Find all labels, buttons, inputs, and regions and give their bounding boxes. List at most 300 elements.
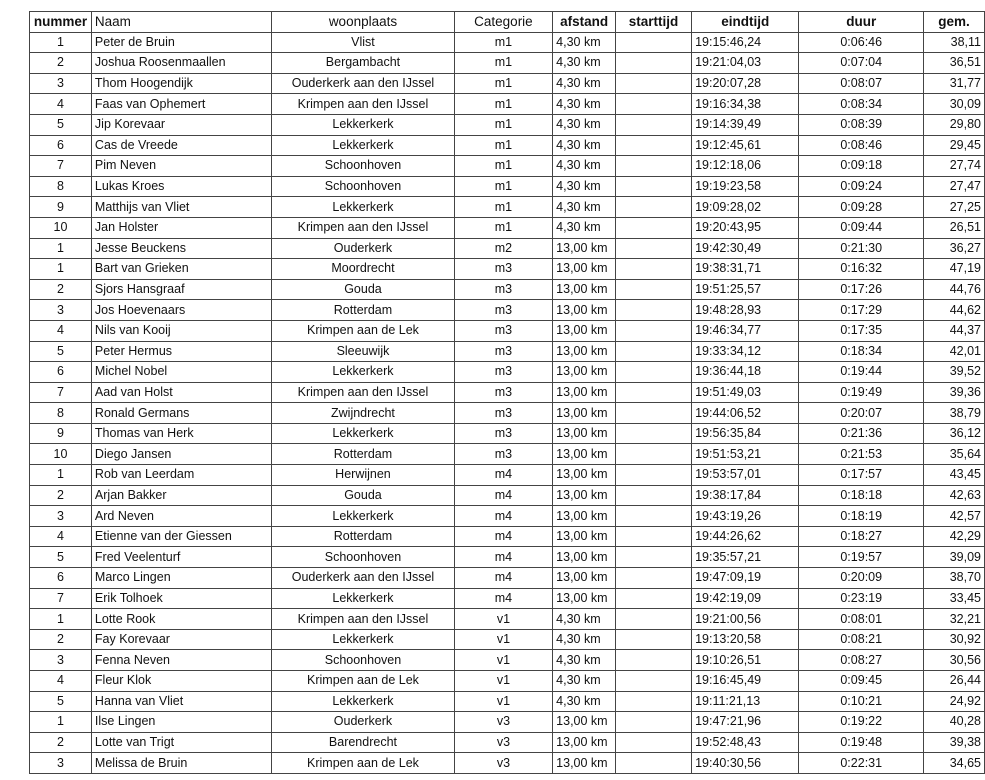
- cell-duur: 0:19:57: [799, 547, 924, 568]
- cell-naam: Aad van Holst: [91, 382, 271, 403]
- cell-woonplaats: Vlist: [272, 32, 454, 53]
- cell-nummer: 3: [30, 753, 92, 774]
- cell-categorie: v3: [454, 712, 552, 733]
- cell-naam: Michel Nobel: [91, 362, 271, 383]
- cell-naam: Bart van Grieken: [91, 259, 271, 280]
- col-header-duur: duur: [799, 12, 924, 33]
- cell-duur: 0:09:18: [799, 156, 924, 177]
- table-row: [30, 403, 985, 424]
- cell-starttijd: [615, 32, 691, 53]
- cell-woonplaats: Lekkerkerk: [272, 362, 454, 383]
- table-row: [30, 732, 985, 753]
- cell-gem: 26,44: [923, 671, 984, 692]
- cell-eindtijd: 19:52:48,43: [692, 732, 799, 753]
- cell-afstand: 13,00 km: [553, 279, 616, 300]
- table-row: [30, 53, 985, 74]
- header-row: [30, 12, 985, 33]
- cell-eindtijd: 19:12:18,06: [692, 156, 799, 177]
- cell-naam: Jos Hoevenaars: [91, 300, 271, 321]
- cell-naam: Nils van Kooij: [91, 320, 271, 341]
- cell-categorie: m1: [454, 94, 552, 115]
- cell-nummer: 9: [30, 423, 92, 444]
- cell-starttijd: [615, 444, 691, 465]
- cell-afstand: 4,30 km: [553, 73, 616, 94]
- cell-gem: 38,79: [923, 403, 984, 424]
- cell-afstand: 13,00 km: [553, 300, 616, 321]
- cell-naam: Ard Neven: [91, 506, 271, 527]
- cell-eindtijd: 19:47:09,19: [692, 568, 799, 589]
- cell-nummer: 10: [30, 217, 92, 238]
- cell-nummer: 6: [30, 135, 92, 156]
- cell-starttijd: [615, 732, 691, 753]
- cell-naam: Thom Hoogendijk: [91, 73, 271, 94]
- cell-afstand: 13,00 km: [553, 485, 616, 506]
- cell-categorie: m1: [454, 176, 552, 197]
- cell-duur: 0:19:49: [799, 382, 924, 403]
- cell-gem: 36,12: [923, 423, 984, 444]
- cell-naam: Marco Lingen: [91, 568, 271, 589]
- cell-nummer: 8: [30, 403, 92, 424]
- cell-eindtijd: 19:20:43,95: [692, 217, 799, 238]
- cell-gem: 38,70: [923, 568, 984, 589]
- cell-nummer: 10: [30, 444, 92, 465]
- cell-categorie: m4: [454, 506, 552, 527]
- cell-woonplaats: Krimpen aan den IJssel: [272, 217, 454, 238]
- cell-gem: 34,65: [923, 753, 984, 774]
- cell-categorie: v1: [454, 650, 552, 671]
- cell-naam: Matthijs van Vliet: [91, 197, 271, 218]
- cell-woonplaats: Lekkerkerk: [272, 629, 454, 650]
- cell-duur: 0:18:18: [799, 485, 924, 506]
- cell-afstand: 4,30 km: [553, 114, 616, 135]
- cell-nummer: 8: [30, 176, 92, 197]
- cell-afstand: 4,30 km: [553, 197, 616, 218]
- cell-duur: 0:19:48: [799, 732, 924, 753]
- cell-afstand: 13,00 km: [553, 568, 616, 589]
- cell-afstand: 13,00 km: [553, 259, 616, 280]
- cell-afstand: 13,00 km: [553, 444, 616, 465]
- cell-eindtijd: 19:48:28,93: [692, 300, 799, 321]
- cell-eindtijd: 19:14:39,49: [692, 114, 799, 135]
- cell-starttijd: [615, 506, 691, 527]
- cell-eindtijd: 19:15:46,24: [692, 32, 799, 53]
- cell-duur: 0:07:04: [799, 53, 924, 74]
- cell-woonplaats: Barendrecht: [272, 732, 454, 753]
- cell-afstand: 4,30 km: [553, 650, 616, 671]
- table-row: [30, 753, 985, 774]
- cell-eindtijd: 19:12:45,61: [692, 135, 799, 156]
- cell-nummer: 4: [30, 94, 92, 115]
- table-row: [30, 526, 985, 547]
- cell-categorie: m4: [454, 526, 552, 547]
- cell-starttijd: [615, 423, 691, 444]
- cell-starttijd: [615, 197, 691, 218]
- cell-woonplaats: Schoonhoven: [272, 650, 454, 671]
- cell-categorie: v1: [454, 609, 552, 630]
- cell-woonplaats: Lekkerkerk: [272, 114, 454, 135]
- table-row: [30, 341, 985, 362]
- cell-starttijd: [615, 176, 691, 197]
- cell-naam: Fay Korevaar: [91, 629, 271, 650]
- cell-afstand: 13,00 km: [553, 238, 616, 259]
- cell-categorie: v1: [454, 671, 552, 692]
- cell-duur: 0:18:27: [799, 526, 924, 547]
- cell-woonplaats: Rotterdam: [272, 526, 454, 547]
- cell-nummer: 6: [30, 568, 92, 589]
- cell-gem: 35,64: [923, 444, 984, 465]
- cell-starttijd: [615, 362, 691, 383]
- cell-duur: 0:18:34: [799, 341, 924, 362]
- cell-duur: 0:18:19: [799, 506, 924, 527]
- cell-woonplaats: Schoonhoven: [272, 176, 454, 197]
- cell-duur: 0:22:31: [799, 753, 924, 774]
- cell-woonplaats: Ouderkerk aan den IJssel: [272, 568, 454, 589]
- cell-nummer: 3: [30, 650, 92, 671]
- cell-starttijd: [615, 94, 691, 115]
- cell-nummer: 1: [30, 32, 92, 53]
- cell-woonplaats: Rotterdam: [272, 300, 454, 321]
- cell-nummer: 3: [30, 506, 92, 527]
- cell-duur: 0:21:36: [799, 423, 924, 444]
- cell-starttijd: [615, 341, 691, 362]
- cell-nummer: 1: [30, 238, 92, 259]
- table-row: [30, 279, 985, 300]
- cell-gem: 27,74: [923, 156, 984, 177]
- cell-nummer: 1: [30, 712, 92, 733]
- table-row: [30, 32, 985, 53]
- cell-naam: Rob van Leerdam: [91, 465, 271, 486]
- cell-afstand: 4,30 km: [553, 629, 616, 650]
- cell-starttijd: [615, 753, 691, 774]
- cell-gem: 39,36: [923, 382, 984, 403]
- cell-eindtijd: 19:38:31,71: [692, 259, 799, 280]
- cell-gem: 26,51: [923, 217, 984, 238]
- cell-gem: 42,57: [923, 506, 984, 527]
- cell-nummer: 2: [30, 485, 92, 506]
- cell-categorie: m4: [454, 465, 552, 486]
- cell-eindtijd: 19:56:35,84: [692, 423, 799, 444]
- cell-categorie: m3: [454, 403, 552, 424]
- cell-gem: 33,45: [923, 588, 984, 609]
- cell-woonplaats: Ouderkerk aan den IJssel: [272, 73, 454, 94]
- table-row: [30, 114, 985, 135]
- cell-categorie: v1: [454, 691, 552, 712]
- cell-duur: 0:23:19: [799, 588, 924, 609]
- cell-naam: Ronald Germans: [91, 403, 271, 424]
- cell-starttijd: [615, 259, 691, 280]
- cell-afstand: 4,30 km: [553, 32, 616, 53]
- cell-duur: 0:21:53: [799, 444, 924, 465]
- cell-eindtijd: 19:16:34,38: [692, 94, 799, 115]
- cell-nummer: 3: [30, 300, 92, 321]
- cell-gem: 40,28: [923, 712, 984, 733]
- cell-starttijd: [615, 156, 691, 177]
- cell-eindtijd: 19:42:30,49: [692, 238, 799, 259]
- cell-woonplaats: Lekkerkerk: [272, 588, 454, 609]
- cell-naam: Fred Veelenturf: [91, 547, 271, 568]
- cell-woonplaats: Sleeuwijk: [272, 341, 454, 362]
- cell-eindtijd: 19:13:20,58: [692, 629, 799, 650]
- table-header: [30, 12, 985, 33]
- cell-starttijd: [615, 135, 691, 156]
- cell-categorie: m4: [454, 588, 552, 609]
- cell-afstand: 4,30 km: [553, 691, 616, 712]
- cell-nummer: 1: [30, 609, 92, 630]
- cell-afstand: 13,00 km: [553, 320, 616, 341]
- cell-eindtijd: 19:40:30,56: [692, 753, 799, 774]
- cell-eindtijd: 19:47:21,96: [692, 712, 799, 733]
- cell-naam: Thomas van Herk: [91, 423, 271, 444]
- cell-eindtijd: 19:53:57,01: [692, 465, 799, 486]
- cell-naam: Peter de Bruin: [91, 32, 271, 53]
- cell-naam: Jip Korevaar: [91, 114, 271, 135]
- table-row: [30, 300, 985, 321]
- cell-categorie: v3: [454, 753, 552, 774]
- table-row: [30, 712, 985, 733]
- cell-afstand: 4,30 km: [553, 609, 616, 630]
- cell-afstand: 13,00 km: [553, 732, 616, 753]
- cell-afstand: 4,30 km: [553, 53, 616, 74]
- cell-eindtijd: 19:21:04,03: [692, 53, 799, 74]
- cell-woonplaats: Schoonhoven: [272, 156, 454, 177]
- cell-eindtijd: 19:46:34,77: [692, 320, 799, 341]
- cell-nummer: 3: [30, 73, 92, 94]
- cell-naam: Etienne van der Giessen: [91, 526, 271, 547]
- col-header-afstand: afstand: [553, 12, 616, 33]
- cell-categorie: m3: [454, 444, 552, 465]
- cell-eindtijd: 19:51:53,21: [692, 444, 799, 465]
- col-header-naam: Naam: [91, 12, 271, 33]
- cell-duur: 0:09:28: [799, 197, 924, 218]
- table-row: [30, 465, 985, 486]
- cell-nummer: 4: [30, 526, 92, 547]
- cell-eindtijd: 19:44:06,52: [692, 403, 799, 424]
- cell-eindtijd: 19:51:49,03: [692, 382, 799, 403]
- table-row: [30, 197, 985, 218]
- cell-nummer: 4: [30, 320, 92, 341]
- cell-nummer: 5: [30, 547, 92, 568]
- cell-nummer: 5: [30, 341, 92, 362]
- cell-eindtijd: 19:33:34,12: [692, 341, 799, 362]
- cell-categorie: m3: [454, 341, 552, 362]
- cell-starttijd: [615, 114, 691, 135]
- cell-categorie: m1: [454, 156, 552, 177]
- cell-gem: 27,25: [923, 197, 984, 218]
- cell-starttijd: [615, 526, 691, 547]
- cell-categorie: m3: [454, 259, 552, 280]
- col-header-categorie: Categorie: [454, 12, 552, 33]
- cell-starttijd: [615, 671, 691, 692]
- cell-gem: 27,47: [923, 176, 984, 197]
- cell-afstand: 13,00 km: [553, 588, 616, 609]
- table-row: [30, 73, 985, 94]
- cell-starttijd: [615, 588, 691, 609]
- cell-starttijd: [615, 547, 691, 568]
- cell-duur: 0:09:44: [799, 217, 924, 238]
- cell-gem: 38,11: [923, 32, 984, 53]
- cell-afstand: 4,30 km: [553, 671, 616, 692]
- cell-duur: 0:17:35: [799, 320, 924, 341]
- cell-gem: 47,19: [923, 259, 984, 280]
- cell-afstand: 13,00 km: [553, 753, 616, 774]
- cell-naam: Diego Jansen: [91, 444, 271, 465]
- table-row: [30, 259, 985, 280]
- cell-gem: 31,77: [923, 73, 984, 94]
- cell-afstand: 4,30 km: [553, 176, 616, 197]
- table-row: [30, 691, 985, 712]
- cell-categorie: m1: [454, 135, 552, 156]
- cell-afstand: 13,00 km: [553, 423, 616, 444]
- cell-duur: 0:08:21: [799, 629, 924, 650]
- cell-eindtijd: 19:09:28,02: [692, 197, 799, 218]
- cell-starttijd: [615, 382, 691, 403]
- cell-naam: Lotte Rook: [91, 609, 271, 630]
- cell-duur: 0:08:46: [799, 135, 924, 156]
- cell-woonplaats: Zwijndrecht: [272, 403, 454, 424]
- col-header-eindtijd: eindtijd: [692, 12, 799, 33]
- cell-eindtijd: 19:36:44,18: [692, 362, 799, 383]
- cell-nummer: 1: [30, 465, 92, 486]
- cell-categorie: v3: [454, 732, 552, 753]
- cell-eindtijd: 19:42:19,09: [692, 588, 799, 609]
- cell-categorie: m1: [454, 73, 552, 94]
- cell-naam: Lukas Kroes: [91, 176, 271, 197]
- cell-gem: 42,29: [923, 526, 984, 547]
- cell-duur: 0:21:30: [799, 238, 924, 259]
- cell-gem: 39,52: [923, 362, 984, 383]
- cell-categorie: m3: [454, 362, 552, 383]
- cell-naam: Lotte van Trigt: [91, 732, 271, 753]
- cell-eindtijd: 19:16:45,49: [692, 671, 799, 692]
- cell-starttijd: [615, 217, 691, 238]
- cell-nummer: 2: [30, 53, 92, 74]
- cell-afstand: 13,00 km: [553, 465, 616, 486]
- cell-categorie: m1: [454, 32, 552, 53]
- cell-naam: Pim Neven: [91, 156, 271, 177]
- table-row: [30, 176, 985, 197]
- table-row: [30, 506, 985, 527]
- table-row: [30, 217, 985, 238]
- cell-afstand: 13,00 km: [553, 506, 616, 527]
- cell-naam: Peter Hermus: [91, 341, 271, 362]
- cell-starttijd: [615, 320, 691, 341]
- cell-starttijd: [615, 609, 691, 630]
- cell-eindtijd: 19:19:23,58: [692, 176, 799, 197]
- cell-woonplaats: Moordrecht: [272, 259, 454, 280]
- cell-gem: 30,92: [923, 629, 984, 650]
- cell-gem: 44,76: [923, 279, 984, 300]
- cell-woonplaats: Bergambacht: [272, 53, 454, 74]
- cell-duur: 0:08:07: [799, 73, 924, 94]
- cell-woonplaats: Krimpen aan den IJssel: [272, 94, 454, 115]
- cell-duur: 0:09:45: [799, 671, 924, 692]
- cell-starttijd: [615, 712, 691, 733]
- cell-starttijd: [615, 485, 691, 506]
- table-row: [30, 629, 985, 650]
- cell-afstand: 4,30 km: [553, 156, 616, 177]
- cell-categorie: m1: [454, 53, 552, 74]
- cell-duur: 0:08:39: [799, 114, 924, 135]
- cell-naam: Fenna Neven: [91, 650, 271, 671]
- cell-naam: Joshua Roosenmaallen: [91, 53, 271, 74]
- cell-woonplaats: Gouda: [272, 485, 454, 506]
- cell-naam: Sjors Hansgraaf: [91, 279, 271, 300]
- cell-gem: 44,62: [923, 300, 984, 321]
- table-row: [30, 156, 985, 177]
- cell-afstand: 13,00 km: [553, 712, 616, 733]
- cell-afstand: 4,30 km: [553, 135, 616, 156]
- cell-categorie: m3: [454, 423, 552, 444]
- table-row: [30, 588, 985, 609]
- cell-nummer: 7: [30, 588, 92, 609]
- table-row: [30, 671, 985, 692]
- cell-gem: 42,01: [923, 341, 984, 362]
- cell-duur: 0:08:01: [799, 609, 924, 630]
- cell-afstand: 13,00 km: [553, 547, 616, 568]
- cell-gem: 36,51: [923, 53, 984, 74]
- table-row: [30, 362, 985, 383]
- cell-categorie: m4: [454, 547, 552, 568]
- cell-afstand: 13,00 km: [553, 526, 616, 547]
- cell-eindtijd: 19:21:00,56: [692, 609, 799, 630]
- cell-gem: 30,56: [923, 650, 984, 671]
- cell-woonplaats: Ouderkerk: [272, 238, 454, 259]
- cell-woonplaats: Krimpen aan de Lek: [272, 671, 454, 692]
- cell-categorie: v1: [454, 629, 552, 650]
- cell-duur: 0:19:44: [799, 362, 924, 383]
- table-row: [30, 444, 985, 465]
- results-table: [29, 11, 985, 774]
- cell-woonplaats: Ouderkerk: [272, 712, 454, 733]
- cell-eindtijd: 19:43:19,26: [692, 506, 799, 527]
- cell-nummer: 2: [30, 279, 92, 300]
- cell-woonplaats: Lekkerkerk: [272, 135, 454, 156]
- cell-starttijd: [615, 465, 691, 486]
- cell-nummer: 1: [30, 259, 92, 280]
- cell-duur: 0:20:07: [799, 403, 924, 424]
- cell-starttijd: [615, 238, 691, 259]
- cell-nummer: 5: [30, 114, 92, 135]
- cell-starttijd: [615, 629, 691, 650]
- cell-duur: 0:06:46: [799, 32, 924, 53]
- cell-duur: 0:08:34: [799, 94, 924, 115]
- cell-nummer: 6: [30, 362, 92, 383]
- col-header-nummer: nummer: [30, 12, 92, 33]
- table-body: [30, 32, 985, 773]
- cell-woonplaats: Gouda: [272, 279, 454, 300]
- cell-naam: Cas de Vreede: [91, 135, 271, 156]
- col-header-starttijd: starttijd: [615, 12, 691, 33]
- cell-gem: 43,45: [923, 465, 984, 486]
- cell-starttijd: [615, 73, 691, 94]
- cell-naam: Melissa de Bruin: [91, 753, 271, 774]
- cell-starttijd: [615, 279, 691, 300]
- cell-woonplaats: Krimpen aan de Lek: [272, 320, 454, 341]
- cell-nummer: 5: [30, 691, 92, 712]
- cell-gem: 24,92: [923, 691, 984, 712]
- cell-categorie: m1: [454, 114, 552, 135]
- cell-categorie: m3: [454, 300, 552, 321]
- cell-duur: 0:17:26: [799, 279, 924, 300]
- cell-nummer: 9: [30, 197, 92, 218]
- cell-woonplaats: Rotterdam: [272, 444, 454, 465]
- cell-woonplaats: Lekkerkerk: [272, 197, 454, 218]
- cell-eindtijd: 19:11:21,13: [692, 691, 799, 712]
- cell-nummer: 2: [30, 732, 92, 753]
- cell-woonplaats: Lekkerkerk: [272, 506, 454, 527]
- cell-naam: Arjan Bakker: [91, 485, 271, 506]
- col-header-woonplaats: woonplaats: [272, 12, 454, 33]
